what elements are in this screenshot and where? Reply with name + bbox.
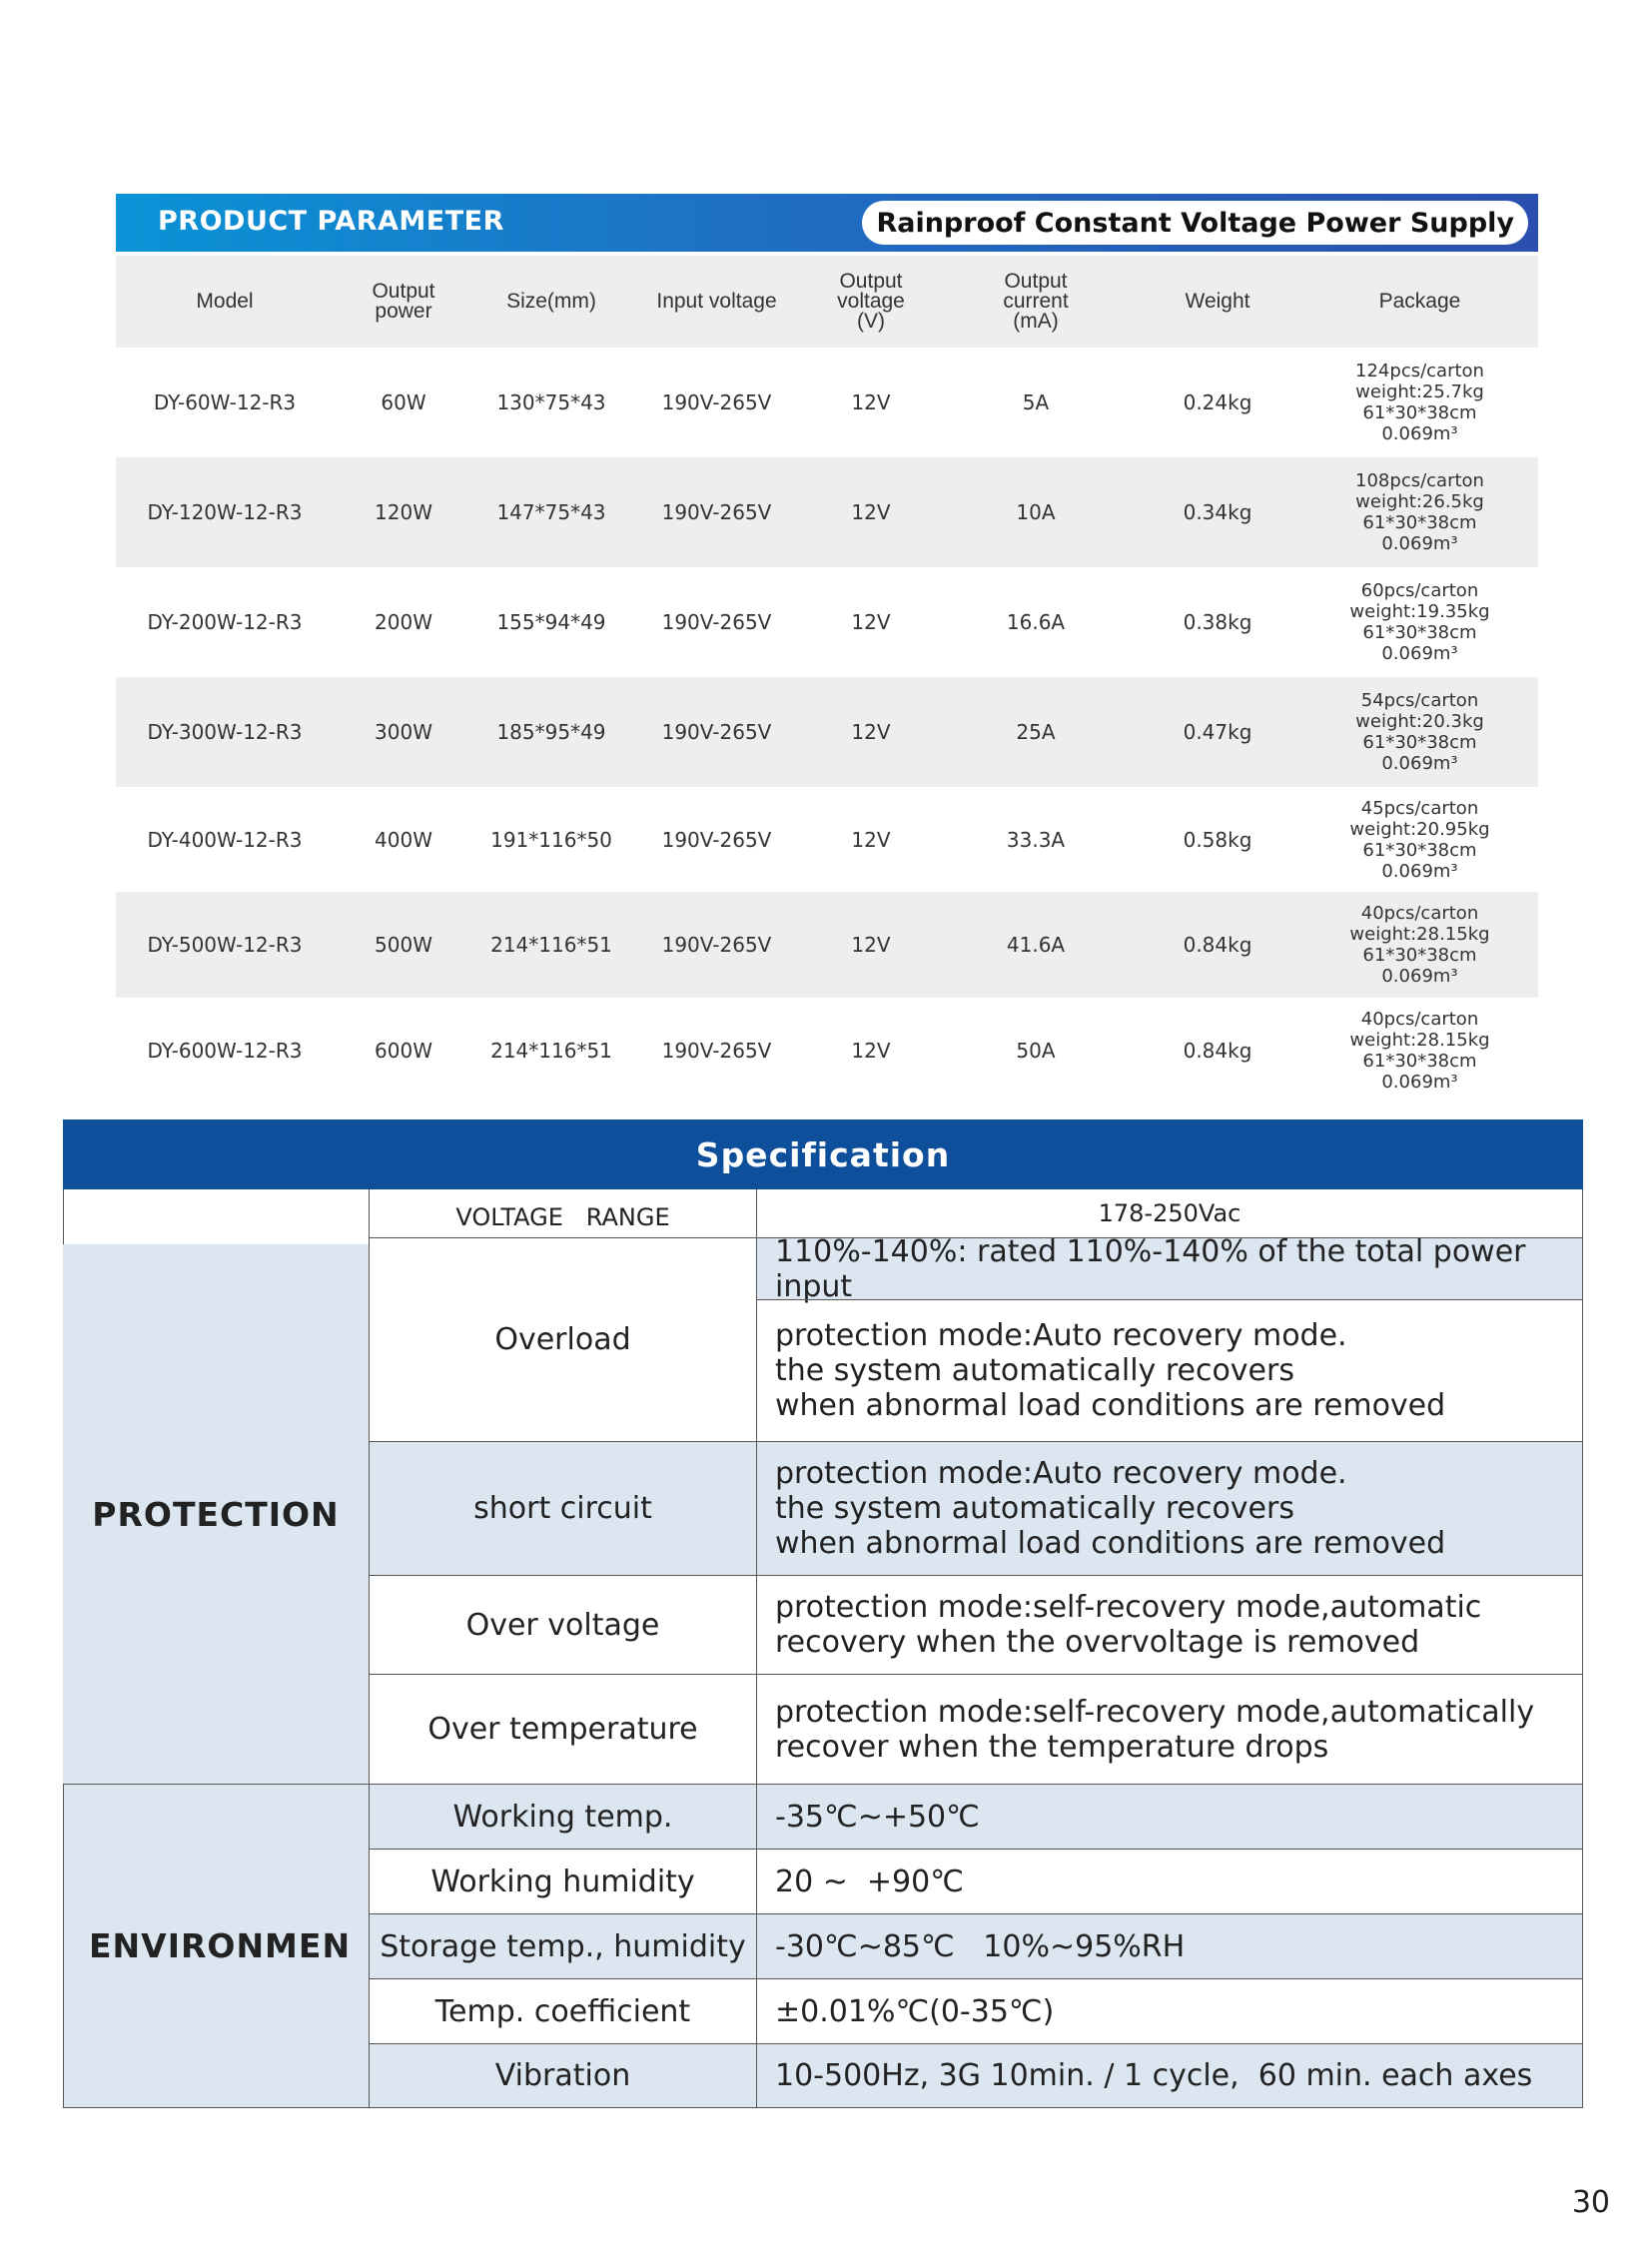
short-circuit-label-text: short circuit <box>473 1491 652 1526</box>
environment-category: ENVIRONMEN <box>63 1784 369 2108</box>
cell-input: 190V-265V <box>661 1039 772 1063</box>
environment-label-text: Working temp. <box>452 1799 673 1835</box>
cell-package: 45pcs/carton weight:20.95kg 61*30*38cm 0.069m³ <box>1349 797 1490 882</box>
environment-value-text: 10-500Hz, 3G 10min. / 1 cycle, 60 min. each axes <box>775 2058 1533 2093</box>
header-model: Model <box>196 290 254 313</box>
over-voltage-label-text: Over voltage <box>465 1607 660 1643</box>
over-temperature-mode <box>756 1674 1583 1784</box>
environment-value-text: -35℃~+50℃ <box>775 1799 980 1835</box>
cell-input: 190V-265V <box>661 720 772 744</box>
cell-voltage: 12V <box>851 610 891 634</box>
cell-model: DY-60W-12-R3 <box>153 390 297 414</box>
environment-label-text: Vibration <box>494 2058 631 2093</box>
header-input-voltage: Input voltage <box>656 290 777 313</box>
environment-label <box>369 1978 756 2043</box>
over-voltage-mode-text: protection mode:self-recovery mode,automatic recovery when the overvoltage is removed <box>775 1590 1482 1660</box>
environment-value <box>756 1978 1583 2043</box>
cell-model: DY-500W-12-R3 <box>147 933 303 957</box>
cell-voltage: 12V <box>851 933 891 957</box>
cell-model: DY-300W-12-R3 <box>147 720 303 744</box>
cell-size: 185*95*49 <box>496 720 606 744</box>
over-voltage-label <box>369 1575 756 1674</box>
cell-model: DY-120W-12-R3 <box>147 500 303 524</box>
table-row <box>116 457 1538 567</box>
cell-current: 16.6A <box>1006 610 1066 634</box>
table-row <box>116 348 1538 457</box>
header-weight: Weight <box>1185 290 1250 313</box>
specification-table <box>63 1120 1583 2108</box>
header-output-power: Output power <box>372 280 435 323</box>
over-temperature-label-text: Over temperature <box>427 1712 698 1747</box>
header-package: Package <box>1378 290 1461 313</box>
environment-label-text: Working humidity <box>430 1864 695 1899</box>
table-row <box>116 892 1538 998</box>
specification-title: Specification <box>63 1120 1583 1189</box>
table-row <box>116 998 1538 1104</box>
cell-weight: 0.84kg <box>1183 933 1252 957</box>
environment-label <box>369 1849 756 1913</box>
cell-voltage: 12V <box>851 1039 891 1063</box>
overload-mode-text: protection mode:Auto recovery mode. the system automatically recovers when abnormal load conditions are removed <box>775 1318 1446 1423</box>
protection-category: PROTECTION <box>63 1244 369 1784</box>
cell-power: 500W <box>375 933 432 957</box>
page-number: 30 <box>1571 2185 1610 2220</box>
cell-power: 120W <box>375 500 432 524</box>
environment-value-text: -30℃~85℃ 10%~95%RH <box>775 1928 1186 1964</box>
cell-weight: 0.34kg <box>1183 500 1252 524</box>
cell-package: 60pcs/carton weight:19.35kg 61*30*38cm 0.069m³ <box>1349 580 1490 664</box>
voltage-range-label: VOLTAGE RANGE <box>369 1189 756 1244</box>
environment-value <box>756 2043 1583 2108</box>
environment-value <box>756 1849 1583 1913</box>
overload-label <box>369 1237 756 1441</box>
cell-power: 200W <box>375 610 432 634</box>
overload-label-text: Overload <box>494 1322 631 1357</box>
cell-package: 40pcs/carton weight:28.15kg 61*30*38cm 0.069m³ <box>1349 1009 1490 1093</box>
over-temperature-label <box>369 1674 756 1784</box>
header-size: Size(mm) <box>506 290 596 313</box>
table-row <box>116 787 1538 892</box>
table-row <box>116 677 1538 787</box>
cell-input: 190V-265V <box>661 933 772 957</box>
cell-input: 190V-265V <box>661 500 772 524</box>
banner-title: PRODUCT PARAMETER <box>158 206 504 237</box>
cell-current: 25A <box>1016 720 1056 744</box>
short-circuit-label <box>369 1441 756 1575</box>
cell-voltage: 12V <box>851 720 891 744</box>
overload-rated-text: 110%-140%: rated 110%-140% of the total power input <box>775 1233 1526 1304</box>
environment-value-text: 20 ~ +90℃ <box>775 1864 964 1899</box>
cell-weight: 0.38kg <box>1183 610 1252 634</box>
voltage-range-value: 178-250Vac <box>756 1189 1583 1237</box>
cell-weight: 0.47kg <box>1183 720 1252 744</box>
environment-label <box>369 1784 756 1849</box>
cell-input: 190V-265V <box>661 827 772 852</box>
cell-power: 300W <box>375 720 432 744</box>
cell-model: DY-400W-12-R3 <box>147 827 303 852</box>
cell-power: 400W <box>375 827 432 852</box>
cell-size: 214*116*51 <box>490 933 612 957</box>
cell-power: 60W <box>381 390 426 414</box>
cell-size: 214*116*51 <box>490 1039 612 1063</box>
cell-weight: 0.24kg <box>1183 390 1252 414</box>
product-parameter-banner <box>116 194 1538 252</box>
cell-current: 10A <box>1016 500 1056 524</box>
cell-weight: 0.58kg <box>1183 827 1252 852</box>
cell-model: DY-200W-12-R3 <box>147 610 303 634</box>
environment-label-text: Storage temp., humidity <box>380 1928 746 1964</box>
cell-size: 130*75*43 <box>496 390 606 414</box>
cell-weight: 0.84kg <box>1183 1039 1252 1063</box>
cell-power: 600W <box>375 1039 432 1063</box>
cell-voltage: 12V <box>851 500 891 524</box>
short-circuit-mode <box>756 1441 1583 1575</box>
environment-value <box>756 1784 1583 1849</box>
cell-package: 54pcs/carton weight:20.3kg 61*30*38cm 0.069m³ <box>1355 690 1484 774</box>
product-table <box>116 256 1538 1104</box>
cell-size: 191*116*50 <box>490 827 612 852</box>
cell-model: DY-600W-12-R3 <box>147 1039 303 1063</box>
cell-size: 147*75*43 <box>496 500 606 524</box>
short-circuit-mode-text: protection mode:Auto recovery mode. the system automatically recovers when abnormal load conditions are removed <box>775 1456 1446 1561</box>
cell-voltage: 12V <box>851 390 891 414</box>
cell-package: 124pcs/carton weight:25.7kg 61*30*38cm 0.069m³ <box>1355 361 1484 444</box>
environment-label <box>369 1913 756 1978</box>
environment-label-text: Temp. coefficient <box>434 1993 691 2029</box>
cell-input: 190V-265V <box>661 390 772 414</box>
cell-current: 33.3A <box>1006 827 1066 852</box>
cell-current: 5A <box>1022 390 1050 414</box>
cell-current: 41.6A <box>1006 933 1066 957</box>
over-temperature-mode-text: protection mode:self-recovery mode,automatically recover when the temperature drops <box>775 1694 1535 1765</box>
over-voltage-mode <box>756 1575 1583 1674</box>
table-row <box>116 567 1538 677</box>
cell-current: 50A <box>1016 1039 1056 1063</box>
overload-mode <box>756 1299 1583 1441</box>
environment-label <box>369 2043 756 2108</box>
cell-voltage: 12V <box>851 827 891 852</box>
overload-rated <box>756 1233 1583 1304</box>
cell-size: 155*94*49 <box>496 610 606 634</box>
environment-value <box>756 1913 1583 1978</box>
voltage-range-blank <box>63 1189 369 1244</box>
environment-value-text: ±0.01%℃(0-35℃) <box>775 1993 1055 2029</box>
cell-package: 40pcs/carton weight:28.15kg 61*30*38cm 0.069m³ <box>1349 903 1490 987</box>
product-table-body <box>116 348 1538 1104</box>
banner-product-title: Rainproof Constant Voltage Power Supply <box>862 201 1528 245</box>
product-table-header <box>116 256 1538 348</box>
cell-package: 108pcs/carton weight:26.5kg 61*30*38cm 0.069m³ <box>1355 470 1484 554</box>
cell-input: 190V-265V <box>661 610 772 634</box>
header-output-current: Output current (mA) <box>1003 270 1069 333</box>
header-output-voltage: Output voltage (V) <box>837 270 905 333</box>
